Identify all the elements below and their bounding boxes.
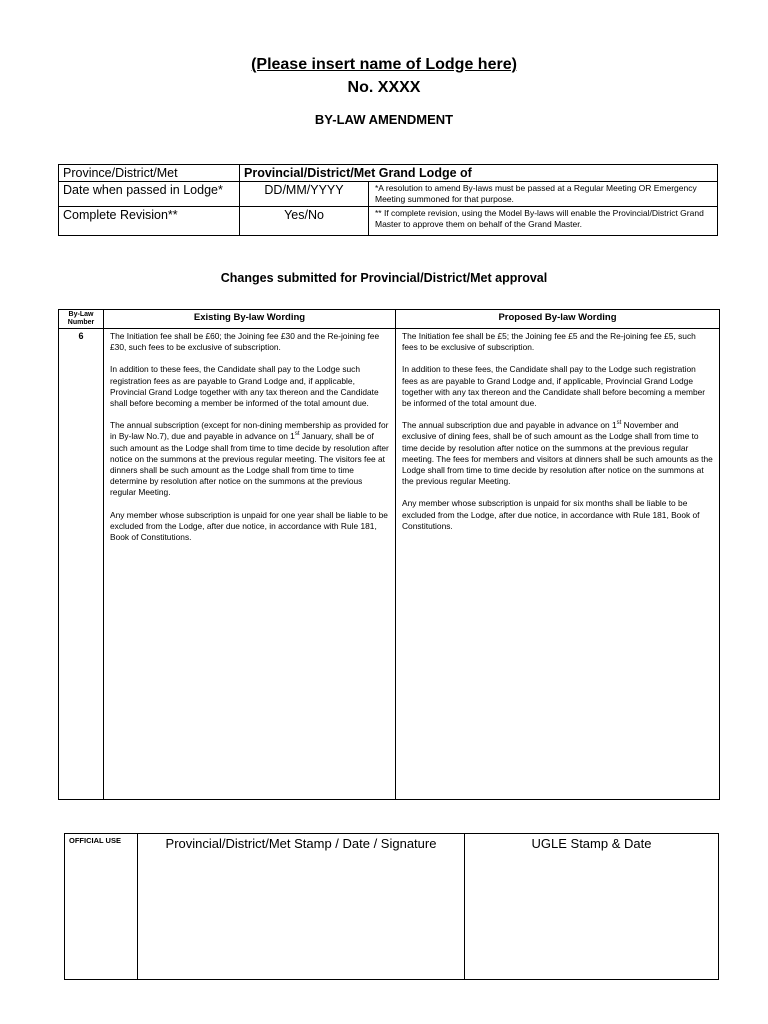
proposed-wording-header: Proposed By-law Wording bbox=[396, 310, 720, 329]
official-use-label: OFFICIAL USE bbox=[65, 834, 138, 980]
revision-value: Yes/No bbox=[240, 207, 369, 236]
table-row bbox=[59, 329, 720, 800]
info-row-province bbox=[59, 165, 718, 182]
info-row-date bbox=[59, 182, 718, 207]
lodge-info-table bbox=[58, 164, 718, 236]
changes-header-row bbox=[59, 310, 720, 329]
existing-paragraph-2: In addition to these fees, the Candidate shall pay to the Lodge such registration fees as are payable to Grand Lodge and, if applicable, Provincial Grand Lodge together with any tax thereon and the Candidate shall before becoming a member be informed of the total amount due. bbox=[110, 364, 379, 409]
changes-table bbox=[58, 309, 720, 800]
lodge-number: No. XXXX bbox=[347, 79, 421, 96]
lodge-name-placeholder: (Please insert name of Lodge here) bbox=[251, 56, 517, 73]
info-row-revision bbox=[59, 207, 718, 236]
province-label: Province/District/Met bbox=[59, 165, 240, 182]
ugle-stamp-area: UGLE Stamp & Date bbox=[465, 834, 719, 980]
date-label: Date when passed in Lodge* bbox=[59, 182, 240, 207]
revision-note: ** If complete revision, using the Model By-laws will enable the Provincial/District Grand Master to approve them on behalf of the Grand Master. bbox=[369, 207, 718, 236]
existing-paragraph-4: Any member whose subscription is unpaid for one year shall be liable to be excluded from the Lodge, after due notice, in accordance with Rule 181, Book of Constitutions. bbox=[110, 509, 388, 543]
existing-wording bbox=[104, 329, 396, 800]
province-value: Provincial/District/Met Grand Lodge of bbox=[240, 165, 718, 182]
bylaw-number-header: By-Law Number bbox=[59, 310, 104, 329]
bylaw-number: 6 bbox=[59, 329, 104, 800]
provincial-stamp-area: Provincial/District/Met Stamp / Date / Signature bbox=[138, 834, 465, 980]
document-title: BY-LAW AMENDMENT bbox=[314, 112, 454, 127]
proposed-paragraph-2: In addition to these fees, the Candidate shall pay to the Lodge such registration fees as are payable to Grand Lodge and, if applicable, Provincial Grand Lodge together with any tax thereon and the Candidate shall before becoming a member be informed of the total amount due. bbox=[402, 364, 706, 409]
official-use-table bbox=[64, 833, 719, 980]
date-value: DD/MM/YYYY bbox=[240, 182, 369, 207]
proposed-paragraph-4: Any member whose subscription is unpaid for six months shall be liable to be excluded from the Lodge, after due notice, in accordance with Rule 181, Book of Constitutions. bbox=[402, 498, 700, 531]
existing-wording-header: Existing By-law Wording bbox=[104, 310, 396, 329]
changes-heading: Changes submitted for Provincial/District/Met approval bbox=[220, 271, 548, 285]
existing-paragraph-1: The Initiation fee shall be £60; the Joining fee £30 and the Re-joining fee £30, such fees to be exclusive of subscription. bbox=[110, 331, 380, 353]
official-use-row bbox=[65, 834, 719, 980]
date-note: *A resolution to amend By-laws must be passed at a Regular Meeting OR Emergency Meeting summoned for that purpose. bbox=[369, 182, 718, 207]
proposed-paragraph-1: The Initiation fee shall be £5; the Joining fee £5 and the Re-joining fee £5, such fees to be exclusive of subscription. bbox=[402, 331, 696, 353]
proposed-paragraph-3: The annual subscription due and payable in advance on 1st November and exclusive of dining fees, shall be of such amount as the Lodge shall from time to time decide by resolution after notice on the summons at the previous regular meeting. The fees for members and visitors at dinners shall be such amounts as the Lodge shall from time to time decide by resolution after notice on the summons at the previous regular Meeting. bbox=[402, 420, 713, 487]
existing-paragraph-3: The annual subscription (except for non-dining membership as provided for in By-law No.7), due and payable in advance on 1st January, shall be of such amount as the Lodge shall from time to time decide by resolution after notice on the summons at the previous regular meeting. The visitors fee at dinners shall be such amount as the Lodge shall from time to time determine by resolution after notice on the summons at the previous regular Meeting. bbox=[110, 420, 389, 498]
revision-label: Complete Revision** bbox=[59, 207, 240, 236]
proposed-wording bbox=[396, 329, 720, 800]
